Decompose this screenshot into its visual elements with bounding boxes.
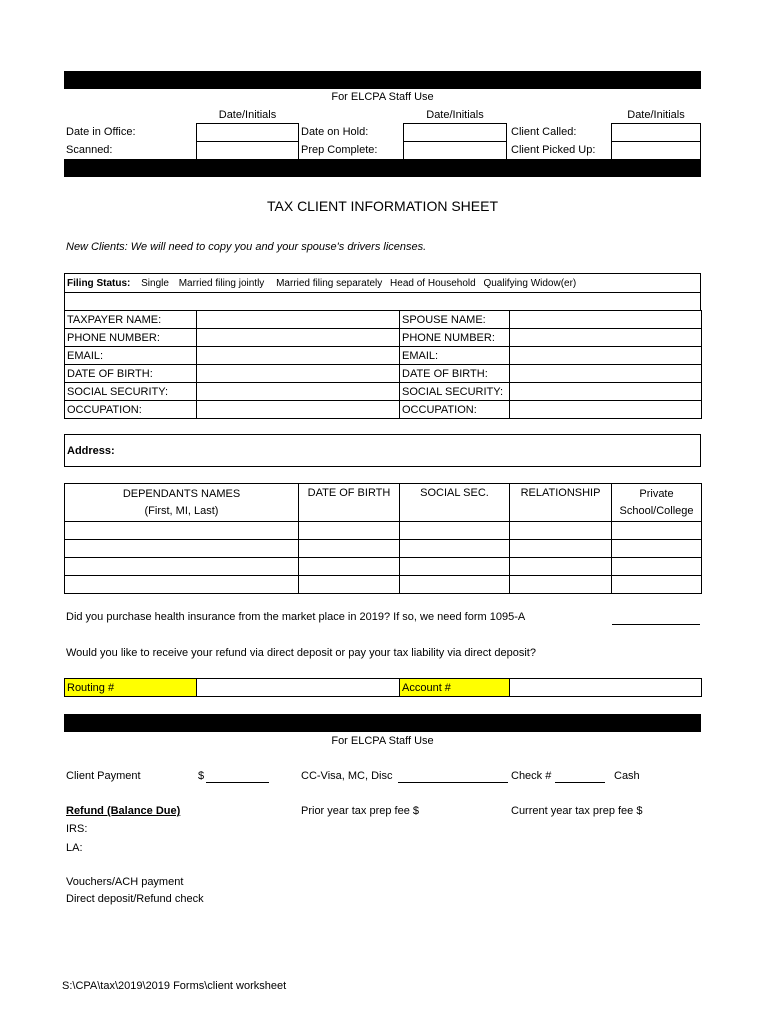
date-on-hold-label: Date on Hold: [301,126,369,138]
taxpayer-dob-label: DATE OF BIRTH: [65,365,197,383]
staff-use-title: For ELCPA Staff Use [331,91,434,103]
new-clients-note: New Clients: We will need to copy you and your spouse's drivers licenses. [66,241,427,253]
spouse-occupation-field[interactable] [510,401,702,419]
check-label: Check # [511,770,552,782]
table-row [65,311,702,329]
dependant-ssn-field[interactable] [400,576,510,594]
spouse-phone-field[interactable] [510,329,702,347]
dependant-ssn-field[interactable] [400,540,510,558]
taxpayer-spouse-table [64,310,702,419]
client-payment-amount-line[interactable] [206,782,269,783]
routing-label: Routing # [65,679,197,697]
filing-status-head-of-household[interactable]: Head of Household [390,278,476,289]
client-called-label: Client Called: [511,126,577,138]
prep-complete-label: Prep Complete: [301,144,378,156]
taxpayer-phone-field[interactable] [197,329,400,347]
taxpayer-name-field[interactable] [197,311,400,329]
dependant-school-field[interactable] [612,576,702,594]
bank-info-table [64,678,702,697]
refund-balance-due-label: Refund (Balance Due) [66,805,181,817]
cc-visa-label: CC-Visa, MC, Disc [301,770,393,782]
current-year-fee-label: Current year tax prep fee $ [511,805,643,817]
dependant-name-field[interactable] [65,558,299,576]
client-picked-up-field[interactable] [611,141,701,160]
la-label: LA: [66,842,83,854]
account-label: Account # [400,679,510,697]
bottom-black-bar [64,714,701,732]
client-picked-up-label: Client Picked Up: [511,144,596,156]
date-initials-header-1: Date/Initials [218,109,277,121]
dependants-table [64,483,702,594]
dob-header: DATE OF BIRTH [299,484,400,522]
taxpayer-ssn-field[interactable] [197,383,400,401]
taxpayer-phone-label: PHONE NUMBER: [65,329,197,347]
filing-status-label: Filing Status: [67,278,131,289]
school-header: Private School/College [612,484,702,522]
vouchers-label: Vouchers/ACH payment [66,876,184,888]
date-initials-header-3: Date/Initials [627,109,685,121]
table-row [65,329,702,347]
spouse-dob-label: DATE OF BIRTH: [400,365,510,383]
relationship-header: RELATIONSHIP [510,484,612,522]
dependant-school-field[interactable] [612,558,702,576]
filing-status-single[interactable]: Single [141,278,169,289]
direct-deposit-label: Direct deposit/Refund check [66,893,204,905]
spouse-ssn-label: SOCIAL SECURITY: [400,383,510,401]
spouse-occupation-label: OCCUPATION: [400,401,510,419]
routing-field[interactable] [197,679,400,697]
table-row [65,576,702,594]
dependant-dob-field[interactable] [299,540,400,558]
scanned-label: Scanned: [66,144,113,156]
taxpayer-name-label: TAXPAYER NAME: [65,311,197,329]
dependant-relationship-field[interactable] [510,576,612,594]
dependant-name-field[interactable] [65,576,299,594]
taxpayer-occupation-label: OCCUPATION: [65,401,197,419]
spouse-name-label: SPOUSE NAME: [400,311,510,329]
dependant-ssn-field[interactable] [400,522,510,540]
taxpayer-dob-field[interactable] [197,365,400,383]
spouse-dob-field[interactable] [510,365,702,383]
date-in-office-field[interactable] [196,123,299,142]
taxpayer-occupation-field[interactable] [197,401,400,419]
table-row [65,522,702,540]
dollar-sign: $ [198,770,205,782]
spouse-email-field[interactable] [510,347,702,365]
top-black-bar-bottom [64,159,701,177]
filing-status-married-jointly[interactable]: Married filing jointly [178,278,265,289]
filing-status-married-separately[interactable]: Married filing separately [276,278,383,289]
dependant-name-field[interactable] [65,540,299,558]
table-row [65,558,702,576]
client-called-field[interactable] [611,123,701,142]
table-row [65,679,702,697]
table-row [65,540,702,558]
date-initials-header-2: Date/Initials [426,109,484,121]
dependants-header-row [65,484,702,522]
table-row [65,347,702,365]
prep-complete-field[interactable] [403,141,507,160]
dependant-relationship-field[interactable] [510,522,612,540]
taxpayer-email-label: EMAIL: [65,347,197,365]
blank-row [64,292,701,311]
file-path: S:\CPA\tax\2019\2019 Forms\client worksheet [62,980,287,992]
date-on-hold-field[interactable] [403,123,507,142]
dependant-dob-field[interactable] [299,522,400,540]
taxpayer-ssn-label: SOCIAL SECURITY: [65,383,197,401]
dependant-school-field[interactable] [612,540,702,558]
dependant-ssn-field[interactable] [400,558,510,576]
account-field[interactable] [510,679,702,697]
dependants-names-header: DEPENDANTS NAMES (First, MI, Last) [65,484,299,522]
cash-label: Cash [614,770,640,782]
irs-label: IRS: [66,823,88,835]
date-in-office-label: Date in Office: [66,126,136,138]
dependant-name-field[interactable] [65,522,299,540]
spouse-phone-label: PHONE NUMBER: [400,329,510,347]
table-row [65,401,702,419]
cc-visa-line[interactable] [398,782,508,783]
dependant-dob-field[interactable] [299,558,400,576]
dependant-relationship-field[interactable] [510,540,612,558]
address-label: Address: [67,445,115,457]
dependant-school-field[interactable] [612,522,702,540]
table-row [65,383,702,401]
spouse-ssn-field[interactable] [510,383,702,401]
spouse-name-field[interactable] [510,311,702,329]
health-insurance-question: Did you purchase health insurance from the market place in 2019? If so, we need form 1095-A [66,611,526,623]
check-number-line[interactable] [555,782,605,783]
health-insurance-answer-line[interactable] [612,624,700,625]
dependant-dob-field[interactable] [299,576,400,594]
table-row [65,365,702,383]
dependant-relationship-field[interactable] [510,558,612,576]
ssn-header: SOCIAL SEC. [400,484,510,522]
spouse-email-label: EMAIL: [400,347,510,365]
client-payment-label: Client Payment [66,770,141,782]
scanned-field[interactable] [196,141,299,160]
page-title: TAX CLIENT INFORMATION SHEET [266,198,499,214]
top-black-bar [64,71,701,89]
refund-question: Would you like to receive your refund via direct deposit or pay your tax liability via direct deposit? [66,647,536,659]
taxpayer-email-field[interactable] [197,347,400,365]
filing-status-qualifying-widow[interactable]: Qualifying Widow(er) [483,278,577,289]
staff-use-footer-title: For ELCPA Staff Use [331,735,434,747]
address-field[interactable] [64,434,701,467]
prior-year-fee-label: Prior year tax prep fee $ [301,805,420,817]
